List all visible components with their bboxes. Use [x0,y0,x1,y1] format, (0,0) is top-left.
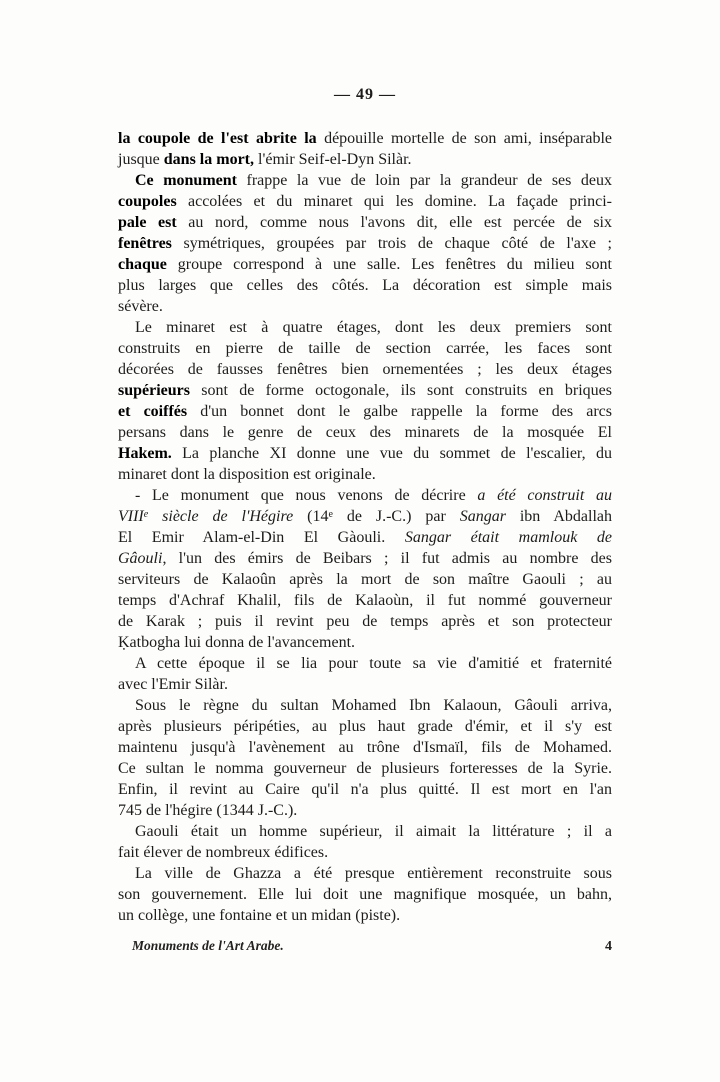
text-line: construits en pierre de taille de section carrée, les faces sont [118,340,612,357]
text-line: son gouvernement. Elle lui doit une magnifique mosquée, un bahn, [118,886,612,903]
text-line: pale est au nord, comme nous l'avons dit, elle est percée de six [118,214,612,231]
text-line: Le minaret est à quatre étages, dont les deux premiers sont [135,319,612,336]
text-line: - Le monument que nous venons de décrire a été construit au [135,487,612,504]
paragraph [118,485,612,653]
text-line: Ce sultan le nomma gouverneur de plusieurs forteresses de la Syrie. [118,760,612,777]
text-line: un collège, une fontaine et un midan (piste). [118,907,401,924]
text-line: jusque dans la mort, l'émir Seif-el-Dyn Silàr. [118,151,412,168]
text-line: fenêtres symétriques, groupées par trois de chaque côté de l'axe ; [118,235,612,252]
text-line: maintenu jusqu'à l'avènement au trône d'Ismaïl, fils de Mohamed. [118,739,612,756]
text-line: serviteurs de Kalaoûn après la mort de son maître Gaouli ; au [118,571,612,588]
text-line: de Karak ; puis il revint peu de temps après et son protecteur [118,613,612,630]
text-line: temps d'Achraf Khalil, fils de Kalaoùn, il fut nommé gouverneur [118,592,612,609]
text-line: persans dans le genre de ceux des minarets de la mosquée El [118,424,612,441]
text-line: sévère. [118,298,163,315]
page-number-header: — 49 — [334,86,396,103]
text-line: décorées de fausses fenêtres bien ornementées ; les deux étages [118,361,612,378]
text-line: après plusieurs péripéties, au plus haut grade d'émir, et il s'y est [118,718,612,735]
paragraph [118,695,612,821]
text-line: Ce monument frappe la vue de loin par la grandeur de ses deux [135,172,613,189]
running-title: Monuments de l'Art Arabe. [132,938,284,953]
text-line: la coupole de l'est abrite la dépouille mortelle de son ami, inséparable [118,130,612,147]
signature-number: 4 [605,939,612,954]
paragraph [118,863,612,926]
text-line: VIIIe siècle de l'Hégire (14e de J.-C.) par Sangar ibn Abdallah [118,508,612,525]
text-line: plus larges que celles des côtés. La décoration est simple mais [118,277,612,294]
page-footer [118,938,612,955]
paragraph [118,653,612,695]
text-line: Sous le règne du sultan Mohamed Ibn Kalaoun, Gâouli arriva, [135,697,612,714]
text-line: fait élever de nombreux édifices. [118,844,329,861]
text-line: Enfin, il revint au Caire qu'il n'a plus quitté. Il est mort en l'an [118,781,612,798]
text-line: Gâouli, l'un des émirs de Beibars ; il fut admis au nombre des [118,550,612,567]
text-line: La ville de Ghazza a été presque entièrement reconstruite sous [135,865,612,882]
text-line: Gaouli était un homme supérieur, il aimait la littérature ; il a [135,823,612,840]
text-line: avec l'Emir Silàr. [118,676,228,693]
text-line: Ḳatbogha lui donna de l'avancement. [118,634,356,651]
text-line: A cette époque il se lia pour toute sa vie d'amitié et fraternité [135,655,612,672]
text-line: supérieurs sont de forme octogonale, ils sont construits en briques [118,382,612,399]
text-line: Hakem. La planche XI donne une vue du sommet de l'escalier, du [118,445,612,462]
text-line: minaret dont la disposition est originale. [118,466,376,483]
text-line: El Emir Alam-el-Din El Gàouli. Sangar était mamlouk de [118,529,613,546]
paragraph [118,821,612,863]
text-line: et coiffés d'un bonnet dont le galbe rappelle la forme des arcs [118,403,612,420]
text-line: coupoles accolées et du minaret qui les domine. La façade princi- [118,193,612,210]
text-line: chaque groupe correspond à une salle. Les fenêtres du milieu sont [118,256,612,273]
paragraph [118,170,612,317]
text-block [118,128,612,926]
paragraph [118,128,612,170]
text-line: 745 de l'hégire (1344 J.-C.). [118,802,298,819]
paragraph [118,317,612,485]
